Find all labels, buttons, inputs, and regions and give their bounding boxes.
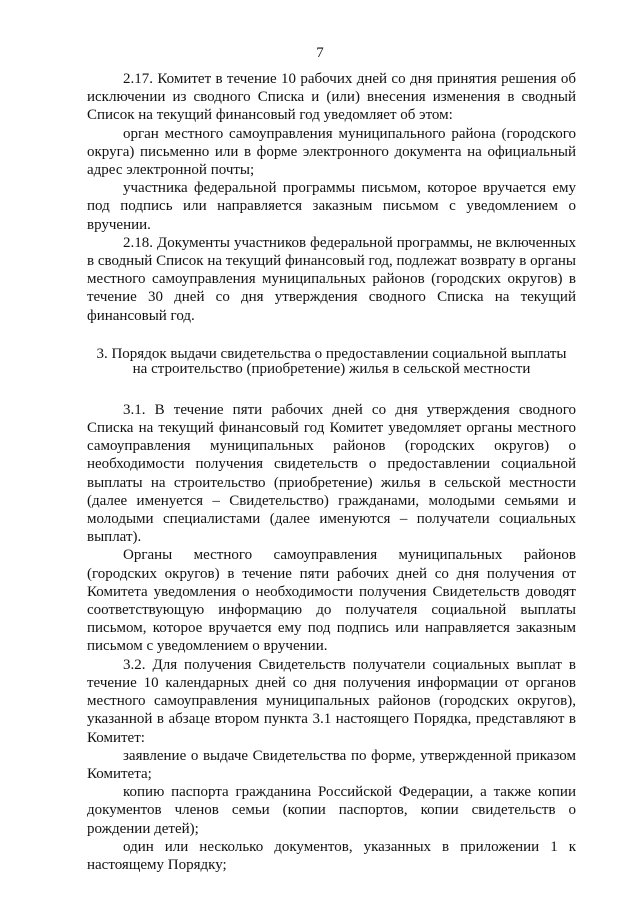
- document-body: [87, 70, 576, 874]
- section-heading-line-2: на строительство (приобретение) жилья в сельской местности: [132, 361, 531, 378]
- paragraph-notify-participant: участника федеральной программы письмом, которое вручается ему под подпись или направляется заказным письмом с уведомлением о вручении.: [87, 180, 576, 233]
- page-number: 7: [316, 45, 324, 61]
- paragraph-documents-appendix: один или несколько документов, указанных в приложении 1 к настоящему Порядку;: [87, 838, 576, 873]
- paragraph-application: заявление о выдаче Свидетельства по форме, утвержденной приказом Комитета;: [87, 747, 576, 782]
- paragraph-notify-local-government: орган местного самоуправления муниципального района (городского округа) письменно или в форме электронного документа на официальный адрес электронной почты;: [87, 125, 576, 179]
- section-heading-3: [87, 347, 576, 378]
- paragraph-3-2: 3.2. Для получения Свидетельств получатели социальных выплат в течение 10 календарных дней со дня получения информации от органов местного самоуправления муниципальных районов (городских округов), указанной в абзаце втором пункта 3.1 настоящего Порядка, представляют в Комитет:: [87, 656, 576, 746]
- paragraph-2-17: 2.17. Комитет в течение 10 рабочих дней со дня принятия решения об исключении из сводного Списка и (или) внесения изменения в сводный Список на текущий финансовый год уведомляет об этом:: [87, 71, 576, 124]
- section-heading-line-1: 3. Порядок выдачи свидетельства о предоставлении социальной выплаты: [96, 345, 567, 362]
- paragraph-3-1: 3.1. В течение пяти рабочих дней со дня утверждения сводного Списка на текущий финансовый год Комитет уведомляет органы местного самоуправления муниципальных районов (городских округов) о необходимости получения свидетельств о предоставлении социальной выплаты на строительство (приобретение) жилья в сельской местности (далее именуется – Свидетельство) гражданами, молодыми семьями и молодыми специалистами (далее именуются – получатели социальных выплат).: [87, 401, 576, 546]
- paragraph-passport-copy: копию паспорта гражданина Российской Федерации, а также копии документов членов семьи (копии паспортов, копии свидетельств о рождении детей);: [87, 784, 576, 837]
- paragraph-local-government-inform: Органы местного самоуправления муниципальных районов (городских округов) в течение пяти рабочих дней со дня получения от Комитета уведомления о необходимости получения Свидетельств доводят соответствующую информацию до получателя социальной выплаты письмом, которое вручается ему под подпись или направляется заказным письмом с уведомлением о вручении.: [87, 547, 576, 655]
- paragraph-2-18: 2.18. Документы участников федеральной программы, не включенных в сводный Список на текущий финансовый год, подлежат возврату в органы местного самоуправления муниципальных районов (городских округов) в течение 30 дней со дня утверждения сводного Списка на текущий финансовый год.: [87, 234, 576, 324]
